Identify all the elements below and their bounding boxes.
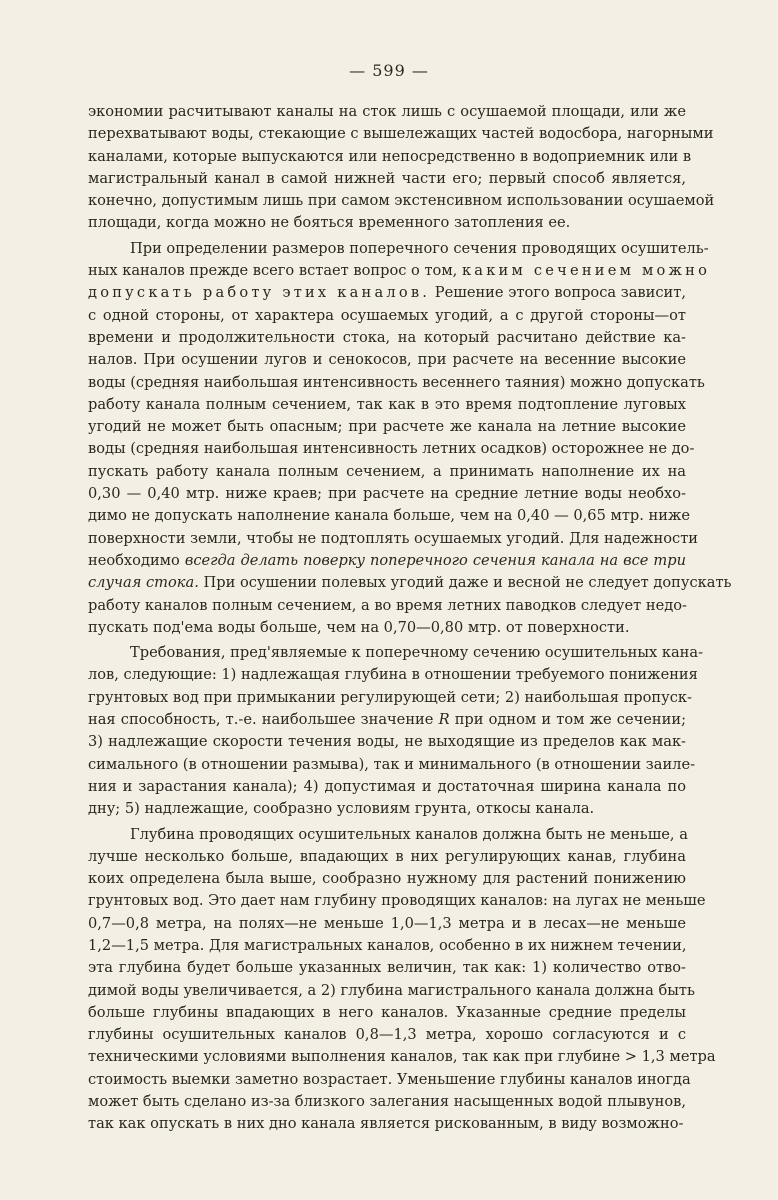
text-line (88, 238, 709, 260)
text-run: димой воды увеличивается, а 2) глубина магистрального канала должна быть (88, 981, 695, 999)
text-line (88, 146, 692, 168)
text-line (88, 123, 714, 145)
text-run: 0,30 — 0,40 мтр. ниже краев; при расчете на средние летние воды необхо- (88, 485, 686, 503)
text-line (88, 709, 686, 731)
text-run: коих определена была выше, сообразно нужному для растений понижению (88, 870, 686, 888)
paragraph (88, 824, 716, 1136)
text-run: перехватывают воды, стекающие с вышележащих частей водосбора, нагорными (88, 125, 714, 143)
text-line (88, 372, 705, 394)
text-run: с одной стороны, от характера осушаемых угодий, а с другой стороны—от (88, 306, 686, 324)
text-line (88, 305, 686, 327)
text-run: ных каналов прежде всего встает вопрос о том, (88, 262, 462, 280)
text-line (88, 980, 695, 1002)
text-line (88, 913, 686, 935)
text-run: симального (в отношении размыва), так и минимального (в отношении заиле- (88, 755, 696, 773)
text-line (88, 394, 686, 416)
text-run: техническими условиями выполнения каналов, так как при глубине > 1,3 метра (88, 1048, 716, 1066)
text-line (88, 957, 686, 979)
text-line (88, 1046, 716, 1068)
text-line (88, 824, 686, 846)
text-run: конечно, допустимым лишь при самом экстенсивном использовании осушаемой (88, 192, 715, 210)
text-run: глубины осушительных каналов 0,8—1,3 метра, хорошо согласуются и с (88, 1026, 686, 1044)
text-run: работу каналов полным сечением, а во время летних паводков следует недо- (88, 596, 687, 614)
text-run: необходимо (88, 551, 185, 569)
text-run: лов, следующие: 1) надлежащая глубина в отношении требуемого понижения (88, 666, 698, 684)
text-run: поверхности земли, чтобы не подтоплять осушаемых угодий. Для надежности (88, 529, 699, 547)
text-run: времени и продолжительности стока, на который расчитано действие ка- (88, 328, 686, 346)
spaced-emphasis: допускать работу этих каналов. (88, 284, 431, 302)
italic-emphasis: случая стока. (88, 574, 199, 592)
text-line (88, 1002, 686, 1024)
text-run: грунтовых вод при примыкании регулирующей сети; 2) наибольшая пропуск- (88, 688, 692, 706)
text-line (88, 101, 686, 123)
italic-emphasis: R (438, 711, 450, 729)
text-run: воды (средняя наибольшая интенсивность летних осадков) осторожнее не до- (88, 440, 695, 458)
text-run: воды (средняя наибольшая интенсивность весеннего таяния) можно допускать (88, 373, 705, 391)
text-run: может быть сделано из-за близкого залегания насыщенных водой плывунов, (88, 1093, 687, 1111)
text-line (88, 776, 686, 798)
text-line (88, 846, 686, 868)
text-run: эта глубина будет больше указанных величин, так как: 1) количество отво- (88, 959, 686, 977)
text-line (88, 260, 711, 282)
paragraph (88, 101, 715, 235)
text-run: При определении размеров поперечного сечения проводящих осушитель- (130, 239, 709, 257)
text-run: экономии расчитывают каналы на сток лишь с осушаемой площади, или же (88, 103, 686, 120)
text-line (88, 461, 686, 483)
text-line (88, 754, 696, 776)
text-run: больше глубины впадающих в него каналов. Указанные средние пределы (88, 1003, 686, 1021)
text-line (88, 327, 686, 349)
text-run: 0,7—0,8 метра, на полях—не меньше 1,0—1,3 метра и в лесах—не меньше (88, 914, 686, 932)
text-line (88, 190, 715, 212)
text-line (88, 282, 686, 304)
italic-emphasis: всегда делать поверку поперечного сечения канала на все три (184, 551, 686, 569)
text-run: пускать под'ема воды больше, чем на 0,70—0,80 мтр. от поверхности. (88, 618, 630, 636)
text-run: Требования, пред'являемые к поперечному сечению осушительных кана- (130, 644, 704, 662)
text-line (88, 1024, 686, 1046)
text-run: стоимость выемки заметно возрастает. Уменьшение глубины каналов иногда (88, 1070, 691, 1088)
text-line (88, 617, 686, 639)
text-run: ния и зарастания канала); 4) допустимая и достаточная ширина канала по (88, 777, 686, 795)
text-run: При осушении полевых угодий даже и весной не следует допускать (198, 574, 732, 592)
text-run: площади, когда можно не бояться временного затопления ее. (88, 214, 571, 232)
text-line (88, 1113, 686, 1135)
text-line (88, 168, 686, 190)
text-line (88, 416, 686, 438)
text-run: пускать работу канала полным сечением, а принимать наполнение их на (88, 462, 686, 480)
body-text (88, 101, 732, 1136)
text-run: налов. При осушении лугов и сенокосов, при расчете на весенние высокие (88, 351, 686, 369)
text-run: работу канала полным сечением, так как в это время подтопление луговых (88, 395, 686, 413)
text-run: Решение этого вопроса зависит, (430, 284, 686, 302)
text-line (88, 349, 686, 371)
text-line (88, 798, 686, 820)
text-line (88, 664, 698, 686)
text-line (88, 595, 686, 617)
text-run: ная способность, т.-е. наибольшее значение (88, 711, 439, 729)
text-line (88, 505, 691, 527)
text-line (88, 687, 692, 709)
text-line (88, 528, 699, 550)
text-run: магистральный канал в самой нижней части его; первый способ является, (88, 169, 686, 187)
text-run: димо не допускать наполнение канала больше, чем на 0,40 — 0,65 мтр. ниже (88, 507, 691, 525)
paragraph (88, 238, 732, 639)
text-line (88, 550, 686, 572)
text-line (88, 438, 695, 460)
text-run: грунтовых вод. Это дает нам глубину проводящих каналов: на лугах не меньше (88, 892, 706, 910)
text-run: так как опускать в них дно канала является рискованным, в виду возможно- (88, 1115, 684, 1133)
text-run: лучше несколько больше, впадающих в них регулирующих канав, глубина (88, 847, 686, 865)
text-run: при одном и том же сечении; (449, 711, 686, 729)
text-line (88, 890, 706, 912)
text-line (88, 1091, 686, 1113)
text-line (88, 642, 704, 664)
text-line (88, 212, 686, 234)
text-run: 1,2—1,5 метра. Для магистральных каналов, особенно в их нижнем течении, (88, 936, 687, 954)
text-line (88, 731, 686, 753)
text-run: каналами, которые выпускаются или непосредственно в водоприемник или в (88, 147, 692, 165)
text-line (88, 935, 686, 957)
text-line (88, 1069, 691, 1091)
text-run: 3) надлежащие скорости течения воды, не выходящие из пределов как мак- (88, 733, 686, 751)
paragraph (88, 642, 704, 820)
text-line (88, 572, 732, 594)
text-line (88, 868, 686, 890)
text-run: Глубина проводящих осушительных каналов должна быть не меньше, а (130, 825, 688, 843)
spaced-emphasis: каким сечением можно (461, 262, 711, 280)
text-run: дну; 5) надлежащие, сообразно условиям грунта, откосы канала. (88, 800, 595, 818)
text-run: угодий не может быть опасным; при расчете же канала на летние высокие (88, 418, 686, 436)
page-number: — 599 — (349, 61, 429, 80)
text-line (88, 483, 686, 505)
